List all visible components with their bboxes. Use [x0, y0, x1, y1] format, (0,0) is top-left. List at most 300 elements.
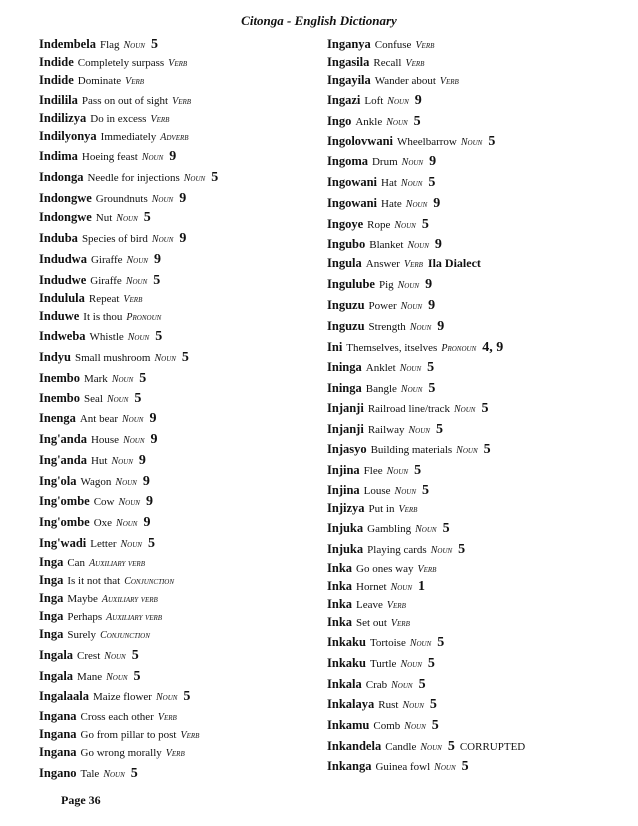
noun-class: 5 — [422, 483, 429, 498]
headword: Ingayila — [327, 73, 371, 87]
dictionary-entry — [327, 113, 421, 131]
definition: Needle for injections — [87, 172, 180, 184]
definition: Set out — [356, 617, 387, 629]
part-of-speech: Noun — [106, 672, 128, 683]
headword: Ingala — [39, 648, 74, 662]
noun-class: 5 — [442, 521, 450, 536]
headword: Ini — [327, 340, 343, 354]
dictionary-entry — [327, 614, 410, 632]
noun-class: 5 — [488, 134, 496, 149]
headword: Ing'wadi — [39, 536, 87, 550]
part-of-speech: Noun — [400, 659, 422, 670]
part-of-speech: Noun — [126, 255, 148, 266]
headword: Inkamu — [327, 718, 370, 732]
dictionary-entry — [39, 328, 162, 346]
headword: Injina — [327, 463, 360, 477]
noun-class: 5 — [461, 759, 469, 774]
headword: Ingubo — [327, 237, 366, 251]
part-of-speech: Verb — [405, 58, 425, 69]
dictionary-entry — [327, 560, 436, 578]
dictionary-entry — [327, 380, 435, 398]
dictionary-entry — [39, 110, 169, 128]
definition: Guinea fowl — [375, 761, 431, 773]
headword: Indudwa — [39, 252, 87, 266]
noun-class: 9 — [145, 494, 153, 509]
part-of-speech: Verb — [125, 76, 145, 87]
definition: Bangle — [365, 383, 397, 395]
definition: Building materials — [370, 444, 453, 456]
noun-class: 5 — [427, 656, 435, 671]
part-of-speech: Noun — [123, 435, 145, 446]
definition: Go from pillar to post — [80, 729, 177, 741]
dictionary-entry — [327, 195, 440, 213]
noun-class: 5 — [428, 381, 436, 396]
definition: Playing cards — [367, 544, 427, 556]
definition: Go wrong morally — [80, 747, 162, 759]
part-of-speech: Noun — [415, 524, 437, 535]
headword: Ing'ombe — [39, 494, 90, 508]
part-of-speech: Auxiliary verb — [106, 612, 163, 623]
part-of-speech: Noun — [111, 456, 133, 467]
part-of-speech: Noun — [386, 466, 409, 477]
noun-class: 5 — [418, 677, 426, 692]
headword: Ininga — [327, 381, 362, 395]
definition: Rope — [367, 219, 391, 231]
dictionary-entry — [327, 400, 488, 418]
dictionary-entry — [39, 626, 150, 644]
definition: Dominate — [77, 75, 122, 87]
headword: Ingala — [39, 669, 74, 683]
part-of-speech: Auxiliary verb — [101, 594, 158, 605]
noun-class: 4, 9 — [482, 340, 504, 355]
definition: Comb — [373, 720, 401, 732]
noun-class: 5 — [183, 689, 191, 704]
headword: Ingalaala — [39, 689, 90, 703]
headword: Ingulube — [327, 277, 375, 291]
noun-class: 5 — [437, 635, 445, 650]
dictionary-entry — [327, 421, 443, 439]
headword: Inga — [39, 609, 64, 623]
noun-class: 9 — [143, 515, 151, 530]
part-of-speech: Verb — [168, 58, 188, 69]
dictionary-entry — [39, 647, 139, 665]
dictionary-entry — [327, 276, 432, 294]
definition: Crest — [77, 650, 101, 662]
part-of-speech: Noun — [151, 194, 174, 205]
headword: Ingolovwani — [327, 134, 393, 148]
part-of-speech: Noun — [408, 425, 430, 436]
headword: Injuka — [327, 542, 364, 556]
definition: Surely — [67, 629, 97, 641]
part-of-speech: Noun — [103, 769, 125, 780]
dictionary-entry — [327, 174, 435, 192]
headword: Ingazi — [327, 93, 361, 107]
part-of-speech: Verb — [403, 259, 423, 270]
headword: Indembela — [39, 37, 96, 51]
definition: Species of bird — [81, 233, 148, 245]
part-of-speech: Noun — [118, 497, 140, 508]
dictionary-entry — [39, 708, 177, 726]
definition: Giraffe — [90, 275, 122, 287]
part-of-speech: Noun — [116, 518, 138, 529]
part-of-speech: Noun — [387, 96, 409, 107]
headword: Induba — [39, 231, 78, 245]
dictionary-entry — [327, 520, 450, 538]
headword: Indide — [39, 55, 74, 69]
noun-class: 5 — [427, 360, 435, 375]
headword: Inkaku — [327, 635, 366, 649]
part-of-speech: Verb — [390, 618, 410, 629]
part-of-speech: Verb — [157, 712, 177, 723]
definition: Cow — [93, 496, 115, 508]
headword: Injanji — [327, 401, 364, 415]
headword: Injanji — [327, 422, 364, 436]
dictionary-entry — [39, 493, 153, 511]
headword: Inka — [327, 561, 353, 575]
headword: Indyu — [39, 350, 71, 364]
headword: Indweba — [39, 329, 86, 343]
noun-class: 5 — [483, 442, 491, 457]
definition: Oxe — [93, 517, 113, 529]
definition: Groundnuts — [95, 193, 148, 205]
definition: Immediately — [100, 131, 157, 143]
dictionary-entry — [39, 72, 144, 90]
part-of-speech: Noun — [183, 173, 206, 184]
noun-class: 5 — [133, 669, 141, 684]
dictionary-entry — [39, 514, 150, 532]
part-of-speech: Noun — [116, 213, 138, 224]
noun-class: 9 — [433, 196, 441, 211]
dictionary-entry — [39, 290, 142, 308]
headword: Injasyo — [327, 442, 367, 456]
noun-class: 9 — [150, 432, 158, 447]
dictionary-entry — [327, 216, 429, 234]
dictionary-entry — [327, 758, 469, 776]
headword: Inguzu — [327, 298, 365, 312]
definition: Power — [368, 300, 397, 312]
noun-class: 9 — [153, 252, 161, 267]
noun-class: 5 — [130, 766, 138, 781]
dictionary-entry — [327, 339, 503, 357]
headword: Ingowani — [327, 196, 378, 210]
definition: Pig — [378, 279, 394, 291]
headword: Ingana — [39, 727, 77, 741]
headword: Ingoye — [327, 217, 364, 231]
headword: Indudwe — [39, 273, 87, 287]
headword: Inenga — [39, 411, 76, 425]
part-of-speech: Noun — [407, 240, 429, 251]
noun-class: 5 — [211, 170, 219, 185]
dictionary-entry — [39, 251, 161, 269]
headword: Inganya — [327, 37, 371, 51]
noun-class: 5 — [447, 739, 455, 754]
definition: Go ones way — [356, 563, 414, 575]
noun-class: 9 — [138, 453, 146, 468]
noun-class: 5 — [429, 697, 437, 712]
headword: Induwe — [39, 309, 80, 323]
definition: Giraffe — [90, 254, 123, 266]
noun-class: 5 — [481, 401, 489, 416]
dictionary-entry — [39, 230, 186, 248]
headword: Inembo — [39, 371, 80, 385]
headword: Indima — [39, 149, 78, 163]
headword: Inka — [327, 597, 353, 611]
part-of-speech: Noun — [125, 276, 148, 287]
part-of-speech: Verb — [398, 504, 418, 515]
dictionary-entry — [39, 535, 155, 553]
definition: Whistle — [89, 331, 124, 343]
part-of-speech: Noun — [402, 700, 424, 711]
dictionary-entry — [327, 153, 436, 171]
definition: Maize flower — [93, 691, 152, 703]
dictionary-entry — [39, 452, 146, 470]
definition: Mane — [77, 671, 103, 683]
definition: Hoeing feast — [81, 151, 138, 163]
headword: Ininga — [327, 360, 362, 374]
headword: Inkalaya — [327, 697, 375, 711]
part-of-speech: Noun — [454, 404, 476, 415]
part-of-speech: Noun — [106, 394, 129, 405]
dictionary-entry — [39, 410, 156, 428]
definition: Hornet — [356, 581, 387, 593]
headword: Indilyonya — [39, 129, 97, 143]
dictionary-entry — [327, 676, 426, 694]
part-of-speech: Verb — [439, 76, 459, 87]
headword: Indide — [39, 73, 74, 87]
dictionary-entry — [39, 370, 146, 388]
definition: Loft — [364, 95, 384, 107]
dictionary-entry — [39, 572, 174, 590]
headword: Inga — [39, 555, 64, 569]
definition: Blanket — [369, 239, 404, 251]
part-of-speech: Noun — [141, 152, 164, 163]
dictionary-entry — [39, 744, 185, 762]
headword: Ing'ola — [39, 474, 77, 488]
definition: Hat — [381, 177, 397, 189]
definition: Nut — [95, 212, 113, 224]
part-of-speech: Noun — [401, 157, 424, 168]
noun-class: 9 — [425, 277, 433, 292]
definition: Recall — [373, 57, 402, 69]
dictionary-entry — [39, 349, 189, 367]
definition: Gambling — [367, 523, 412, 535]
dictionary-entry — [39, 308, 161, 326]
dictionary-entry — [327, 738, 525, 756]
definition: Crab — [365, 679, 388, 691]
noun-class: 5 — [155, 329, 163, 344]
dictionary-entry — [39, 390, 141, 408]
noun-class: 9 — [142, 474, 150, 489]
part-of-speech: Verb — [150, 114, 170, 125]
noun-class: 5 — [431, 718, 439, 733]
part-of-speech: Noun — [456, 445, 478, 456]
definition: Strength — [368, 321, 406, 333]
dictionary-entry — [39, 169, 218, 187]
dictionary-entry — [327, 441, 491, 459]
noun-class: 5 — [131, 648, 139, 663]
definition: Seal — [83, 393, 103, 405]
part-of-speech: Noun — [420, 742, 442, 753]
definition: Confuse — [374, 39, 412, 51]
dictionary-entry — [39, 54, 187, 72]
part-of-speech: Noun — [430, 545, 453, 556]
headword: Ingano — [39, 766, 77, 780]
headword: Inka — [327, 615, 353, 629]
dictionary-entry — [39, 554, 145, 572]
dictionary-entry — [327, 717, 439, 735]
dictionary-entry — [39, 36, 158, 54]
dictionary-entry — [327, 54, 424, 72]
headword: Indulula — [39, 291, 85, 305]
definition: Wheelbarrow — [397, 136, 457, 148]
page-header: Citonga - English Dictionary — [241, 13, 397, 28]
definition: Ankle — [355, 116, 383, 128]
noun-class: 1 — [418, 579, 426, 594]
definition: Ant bear — [79, 413, 119, 425]
dictionary-entry — [327, 462, 421, 480]
dictionary-entry — [39, 148, 176, 166]
definition: Louse — [363, 485, 391, 497]
headword: Indongwe — [39, 191, 92, 205]
dictionary-entry — [327, 500, 417, 518]
definition: Leave — [356, 599, 383, 611]
definition: Hate — [381, 198, 402, 210]
noun-class: 9 — [437, 319, 445, 334]
headword: Ing'anda — [39, 453, 87, 467]
part-of-speech: Noun — [397, 280, 420, 291]
headword: Inkanga — [327, 759, 372, 773]
headword: Ingowani — [327, 175, 378, 189]
dictionary-entry — [327, 255, 481, 273]
dictionary-entry — [39, 688, 190, 706]
headword: Ingana — [39, 709, 77, 723]
headword: Indongwe — [39, 210, 92, 224]
definition: Repeat — [88, 293, 120, 305]
noun-class: 9 — [414, 93, 422, 108]
noun-class: 5 — [428, 175, 436, 190]
part-of-speech: Verb — [180, 730, 200, 741]
part-of-speech: Noun — [394, 220, 416, 231]
page-number: Page 36 — [61, 793, 101, 807]
definition: Flee — [363, 465, 383, 477]
definition: House — [90, 434, 120, 446]
part-of-speech: Verb — [123, 294, 143, 305]
noun-class: 5 — [134, 391, 142, 406]
dictionary-entry — [327, 297, 435, 315]
part-of-speech: Noun — [409, 638, 432, 649]
headword: Inembo — [39, 391, 80, 405]
noun-class: 9 — [149, 411, 157, 426]
dictionary-entry — [327, 578, 425, 596]
dialect-label: Ila Dialect — [427, 256, 481, 270]
part-of-speech: Noun — [400, 384, 423, 395]
dictionary-entry — [327, 36, 434, 54]
definition: Can — [67, 557, 86, 569]
headword: Ing'ombe — [39, 515, 90, 529]
headword: Ingula — [327, 256, 362, 270]
dictionary-entry — [327, 541, 465, 559]
dictionary-entry — [327, 133, 495, 151]
part-of-speech: Noun — [127, 332, 150, 343]
dictionary-entry — [39, 473, 150, 491]
dictionary-entry — [39, 92, 191, 110]
definition: Themselves, itselves — [346, 342, 438, 354]
part-of-speech: Verb — [417, 564, 437, 575]
headword: Inka — [327, 579, 353, 593]
part-of-speech: Verb — [165, 748, 185, 759]
part-of-speech: Noun — [120, 539, 142, 550]
definition: Railroad line/track — [367, 403, 450, 415]
headword: Inguzu — [327, 319, 365, 333]
dictionary-entry — [39, 272, 160, 290]
part-of-speech: Pronoun — [441, 343, 477, 354]
definition: Answer — [365, 258, 400, 270]
headword: Indilizya — [39, 111, 87, 125]
dictionary-entry — [327, 72, 459, 90]
part-of-speech: Conjunction — [100, 630, 150, 641]
definition: Small mushroom — [74, 352, 151, 364]
noun-class: 9 — [429, 154, 437, 169]
definition: Cross each other — [80, 711, 154, 723]
definition: Rust — [378, 699, 399, 711]
headword: Inkala — [327, 677, 362, 691]
part-of-speech: Noun — [151, 234, 174, 245]
noun-class: 5 — [414, 463, 422, 478]
dictionary-entry — [39, 190, 186, 208]
headword: Injina — [327, 483, 360, 497]
part-of-speech: Pronoun — [126, 312, 162, 323]
definition: Tortoise — [369, 637, 406, 649]
part-of-speech: Noun — [154, 353, 176, 364]
dictionary-entry — [39, 128, 189, 146]
noun-class: 9 — [169, 149, 177, 164]
part-of-speech: Noun — [155, 692, 178, 703]
noun-class: 9 — [428, 298, 436, 313]
headword: Inga — [39, 591, 64, 605]
dictionary-entry — [39, 608, 162, 626]
headword: Injuka — [327, 521, 364, 535]
definition: Completely surpass — [77, 57, 165, 69]
noun-class: 5 — [413, 114, 421, 129]
noun-class: 9 — [179, 231, 187, 246]
part-of-speech: Noun — [111, 374, 134, 385]
noun-class: 5 — [153, 273, 161, 288]
definition: Pass on out of sight — [81, 95, 169, 107]
definition: Do in excess — [90, 113, 147, 125]
dictionary-entry — [327, 696, 437, 714]
definition: It is thou — [83, 311, 123, 323]
part-of-speech: Verb — [386, 600, 406, 611]
dictionary-entry — [39, 431, 158, 449]
dictionary-entry — [39, 590, 158, 608]
definition: Candle — [385, 741, 417, 753]
dictionary-entry — [39, 765, 138, 783]
part-of-speech: Adverb — [160, 132, 189, 143]
definition: Drum — [371, 156, 398, 168]
part-of-speech: Noun — [104, 651, 126, 662]
headword: Ingoma — [327, 154, 368, 168]
part-of-speech: Verb — [415, 40, 435, 51]
part-of-speech: Noun — [394, 486, 416, 497]
definition: Maybe — [67, 593, 98, 605]
definition: Anklet — [365, 362, 396, 374]
part-of-speech: Noun — [391, 680, 413, 691]
dictionary-entry — [39, 726, 199, 744]
part-of-speech: Noun — [399, 363, 422, 374]
part-of-speech: Verb — [172, 96, 192, 107]
part-of-speech: Noun — [400, 178, 423, 189]
noun-class: 5 — [147, 536, 155, 551]
